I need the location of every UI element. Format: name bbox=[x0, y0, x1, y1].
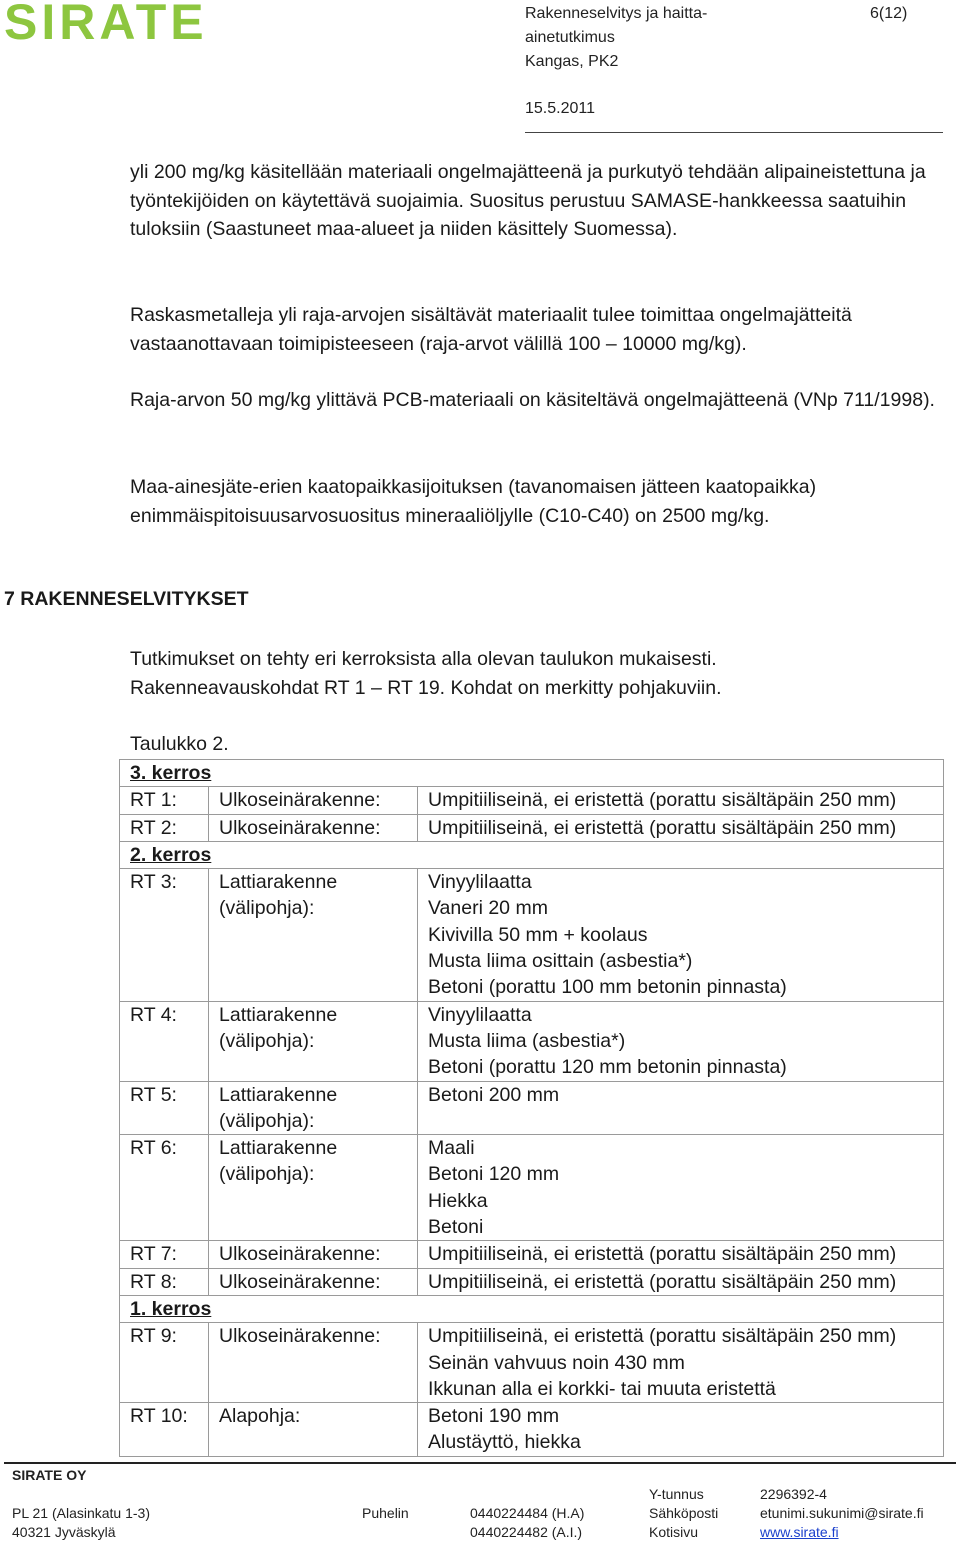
rt-id: RT 5: bbox=[120, 1081, 209, 1135]
rt-id: RT 1: bbox=[120, 787, 209, 814]
detail-line: Hiekka bbox=[428, 1189, 488, 1212]
rt-details bbox=[418, 814, 944, 841]
address-line-1: PL 21 (Alasinkatu 1-3) bbox=[12, 1505, 150, 1521]
address-line-2: 40321 Jyväskylä bbox=[12, 1524, 116, 1540]
floor-row bbox=[120, 841, 944, 868]
email-label: Sähköposti bbox=[649, 1505, 719, 1521]
table-row bbox=[120, 1323, 944, 1403]
rt-details bbox=[418, 1001, 944, 1081]
detail-line: Betoni 120 mm bbox=[428, 1163, 560, 1186]
rt-structure bbox=[209, 1001, 418, 1081]
ytunnus-label: Y-tunnus bbox=[649, 1486, 704, 1502]
paragraph-heavy-metals: Raskasmetalleja yli raja-arvojen sisältävät materiaalit tulee toimittaa ongelmajätteitä vastaanottavaan toimipisteeseen (raja-arvot välillä 100 – 10000 mg/kg). bbox=[130, 304, 852, 355]
detail-line: Betoni bbox=[428, 1216, 484, 1239]
detail-line: Maali bbox=[428, 1137, 475, 1160]
rt-id: RT 6: bbox=[120, 1135, 209, 1241]
floor-row bbox=[120, 1295, 944, 1322]
rt-details bbox=[418, 1135, 944, 1241]
rt-structure bbox=[209, 1135, 418, 1241]
rt-details bbox=[418, 787, 944, 814]
rt-structure: Alapohja: bbox=[209, 1403, 418, 1457]
rt-details bbox=[418, 1323, 944, 1403]
detail-line: Betoni 200 mm bbox=[428, 1083, 560, 1106]
detail-line: Betoni (porattu 120 mm betonin pinnasta) bbox=[428, 1056, 787, 1079]
document-title-line2: ainetutkimus bbox=[525, 29, 615, 46]
document-title-line1: Rakenneselvitys ja haitta- bbox=[525, 5, 708, 22]
footer-divider bbox=[4, 1462, 956, 1464]
rt-id: RT 4: bbox=[120, 1001, 209, 1081]
table-row bbox=[120, 1081, 944, 1135]
web-label: Kotisivu bbox=[649, 1524, 699, 1540]
rt-id: RT 10: bbox=[120, 1403, 209, 1457]
detail-line: Musta liima (asbestia*) bbox=[428, 1029, 626, 1052]
intro-line-1: Tutkimukset on tehty eri kerroksista alla olevan taulukon mukaisesti. bbox=[130, 648, 717, 670]
table-caption: Taulukko 2. bbox=[130, 733, 229, 755]
detail-line: Alustäyttö, hiekka bbox=[428, 1431, 581, 1454]
rt-details bbox=[418, 1081, 944, 1135]
floor-label: 2. kerros bbox=[120, 841, 944, 868]
svg-text:SIRATE: SIRATE bbox=[4, 0, 208, 44]
detail-line: Musta liima osittain (asbestia*) bbox=[428, 950, 693, 973]
rt-id: RT 7: bbox=[120, 1241, 209, 1268]
header-divider bbox=[525, 132, 943, 133]
site-name: Kangas, PK2 bbox=[525, 53, 619, 70]
detail-line: Umpitiiliseinä, ei eristettä (porattu sisältäpäin 250 mm) bbox=[428, 816, 897, 839]
rt-structure: Ulkoseinärakenne: bbox=[209, 1268, 418, 1295]
rt-details bbox=[418, 1403, 944, 1457]
paragraph-mineral-oil: Maa-ainesjäte-erien kaatopaikkasijoituksen (tavanomaisen jätteen kaatopaikka) enimmäispitoisuusarvosuositus mineraaliöljylle (C10-C40) on 2500 mg/kg. bbox=[130, 476, 817, 527]
table-row bbox=[120, 1241, 944, 1268]
rt-structure: Ulkoseinärakenne: bbox=[209, 787, 418, 814]
rt-id: RT 3: bbox=[120, 869, 209, 1001]
detail-line: Vinyylilaatta bbox=[428, 1003, 532, 1026]
intro-line-2: Rakenneavauskohdat RT 1 – RT 19. Kohdat on merkitty pohjakuviin. bbox=[130, 676, 722, 699]
detail-line: Umpitiiliseinä, ei eristettä (porattu sisältäpäin 250 mm) bbox=[428, 1243, 897, 1266]
sirate-logo bbox=[4, 0, 254, 44]
floor-label: 3. kerros bbox=[120, 760, 944, 787]
rt-details bbox=[418, 1268, 944, 1295]
floor-label: 1. kerros bbox=[120, 1295, 944, 1322]
footer-values bbox=[760, 1485, 924, 1542]
phone-2: 0440224482 (A.I.) bbox=[470, 1524, 583, 1540]
ytunnus-value: 2296392-4 bbox=[760, 1486, 827, 1502]
structure-line: Lattiarakenne bbox=[219, 1083, 338, 1106]
paragraph-pcb: Raja-arvon 50 mg/kg ylittävä PCB-materiaali on käsiteltävä ongelmajätteenä (VNp 711/1998). bbox=[130, 389, 935, 411]
footer-company: SIRATE OY bbox=[12, 1467, 87, 1483]
structure-line: Lattiarakenne bbox=[219, 1003, 338, 1026]
rt-id: RT 9: bbox=[120, 1323, 209, 1403]
table-row bbox=[120, 787, 944, 814]
detail-line: Umpitiiliseinä, ei eristettä (porattu sisältäpäin 250 mm) bbox=[428, 789, 897, 812]
rt-details bbox=[418, 869, 944, 1001]
table-row bbox=[120, 1135, 944, 1241]
email-value: etunimi.sukunimi@sirate.fi bbox=[760, 1505, 924, 1521]
rt-details bbox=[418, 1241, 944, 1268]
website-link[interactable]: www.sirate.fi bbox=[760, 1524, 839, 1540]
structure-line: Lattiarakenne bbox=[219, 1137, 338, 1160]
section-intro bbox=[130, 645, 945, 702]
detail-line: Betoni (porattu 100 mm betonin pinnasta) bbox=[428, 976, 787, 999]
structure-line: Lattiarakenne bbox=[219, 871, 338, 894]
phone-1: 0440224484 (H.A) bbox=[470, 1505, 585, 1521]
floor-row bbox=[120, 760, 944, 787]
document-date: 15.5.2011 bbox=[525, 100, 595, 117]
table-row bbox=[120, 869, 944, 1001]
document-info bbox=[525, 2, 707, 74]
footer-labels bbox=[649, 1485, 718, 1542]
rt-structure bbox=[209, 1081, 418, 1135]
page-number: 6(12) bbox=[870, 5, 908, 22]
table-row bbox=[120, 814, 944, 841]
table-row bbox=[120, 1001, 944, 1081]
detail-line: Kivivilla 50 mm + koolaus bbox=[428, 923, 648, 946]
detail-line: Umpitiiliseinä, ei eristettä (porattu sisältäpäin 250 mm) bbox=[428, 1270, 897, 1293]
rt-id: RT 2: bbox=[120, 814, 209, 841]
structure-line: (välipohja): bbox=[219, 1029, 315, 1052]
structure-table bbox=[119, 759, 944, 1457]
rt-structure: Ulkoseinärakenne: bbox=[209, 1323, 418, 1403]
footer-address bbox=[12, 1504, 150, 1542]
detail-line: Betoni 190 mm bbox=[428, 1405, 560, 1428]
section-heading: 7 RAKENNESELVITYKSET bbox=[4, 588, 249, 610]
detail-line: Seinän vahvuus noin 430 mm bbox=[428, 1351, 685, 1374]
structure-line: (välipohja): bbox=[219, 1109, 315, 1132]
detail-line: Umpitiiliseinä, ei eristettä (porattu sisältäpäin 250 mm) bbox=[428, 1325, 897, 1348]
footer-phone-label: Puhelin bbox=[362, 1505, 409, 1521]
structure-line: (välipohja): bbox=[219, 1163, 315, 1186]
structure-line: (välipohja): bbox=[219, 897, 315, 920]
paragraph-asbestos-handling: yli 200 mg/kg käsitellään materiaali ongelmajätteenä ja purkutyö tehdään alipaineistettuna ja työntekijöiden on käytettävä suojaimia. Suositus perustuu SAMASE-hankkeessa saatuihin tuloksiin (Saastuneet maa-alueet ja niiden käsittely Suomessa). bbox=[130, 161, 926, 240]
table-row bbox=[120, 1403, 944, 1457]
footer-phones bbox=[470, 1504, 584, 1542]
detail-line: Vinyylilaatta bbox=[428, 871, 532, 894]
rt-structure: Ulkoseinärakenne: bbox=[209, 1241, 418, 1268]
table-row bbox=[120, 1268, 944, 1295]
detail-line: Vaneri 20 mm bbox=[428, 897, 548, 920]
rt-structure: Ulkoseinärakenne: bbox=[209, 814, 418, 841]
rt-id: RT 8: bbox=[120, 1268, 209, 1295]
detail-line: Ikkunan alla ei korkki- tai muuta eristettä bbox=[428, 1377, 776, 1400]
rt-structure bbox=[209, 869, 418, 1001]
